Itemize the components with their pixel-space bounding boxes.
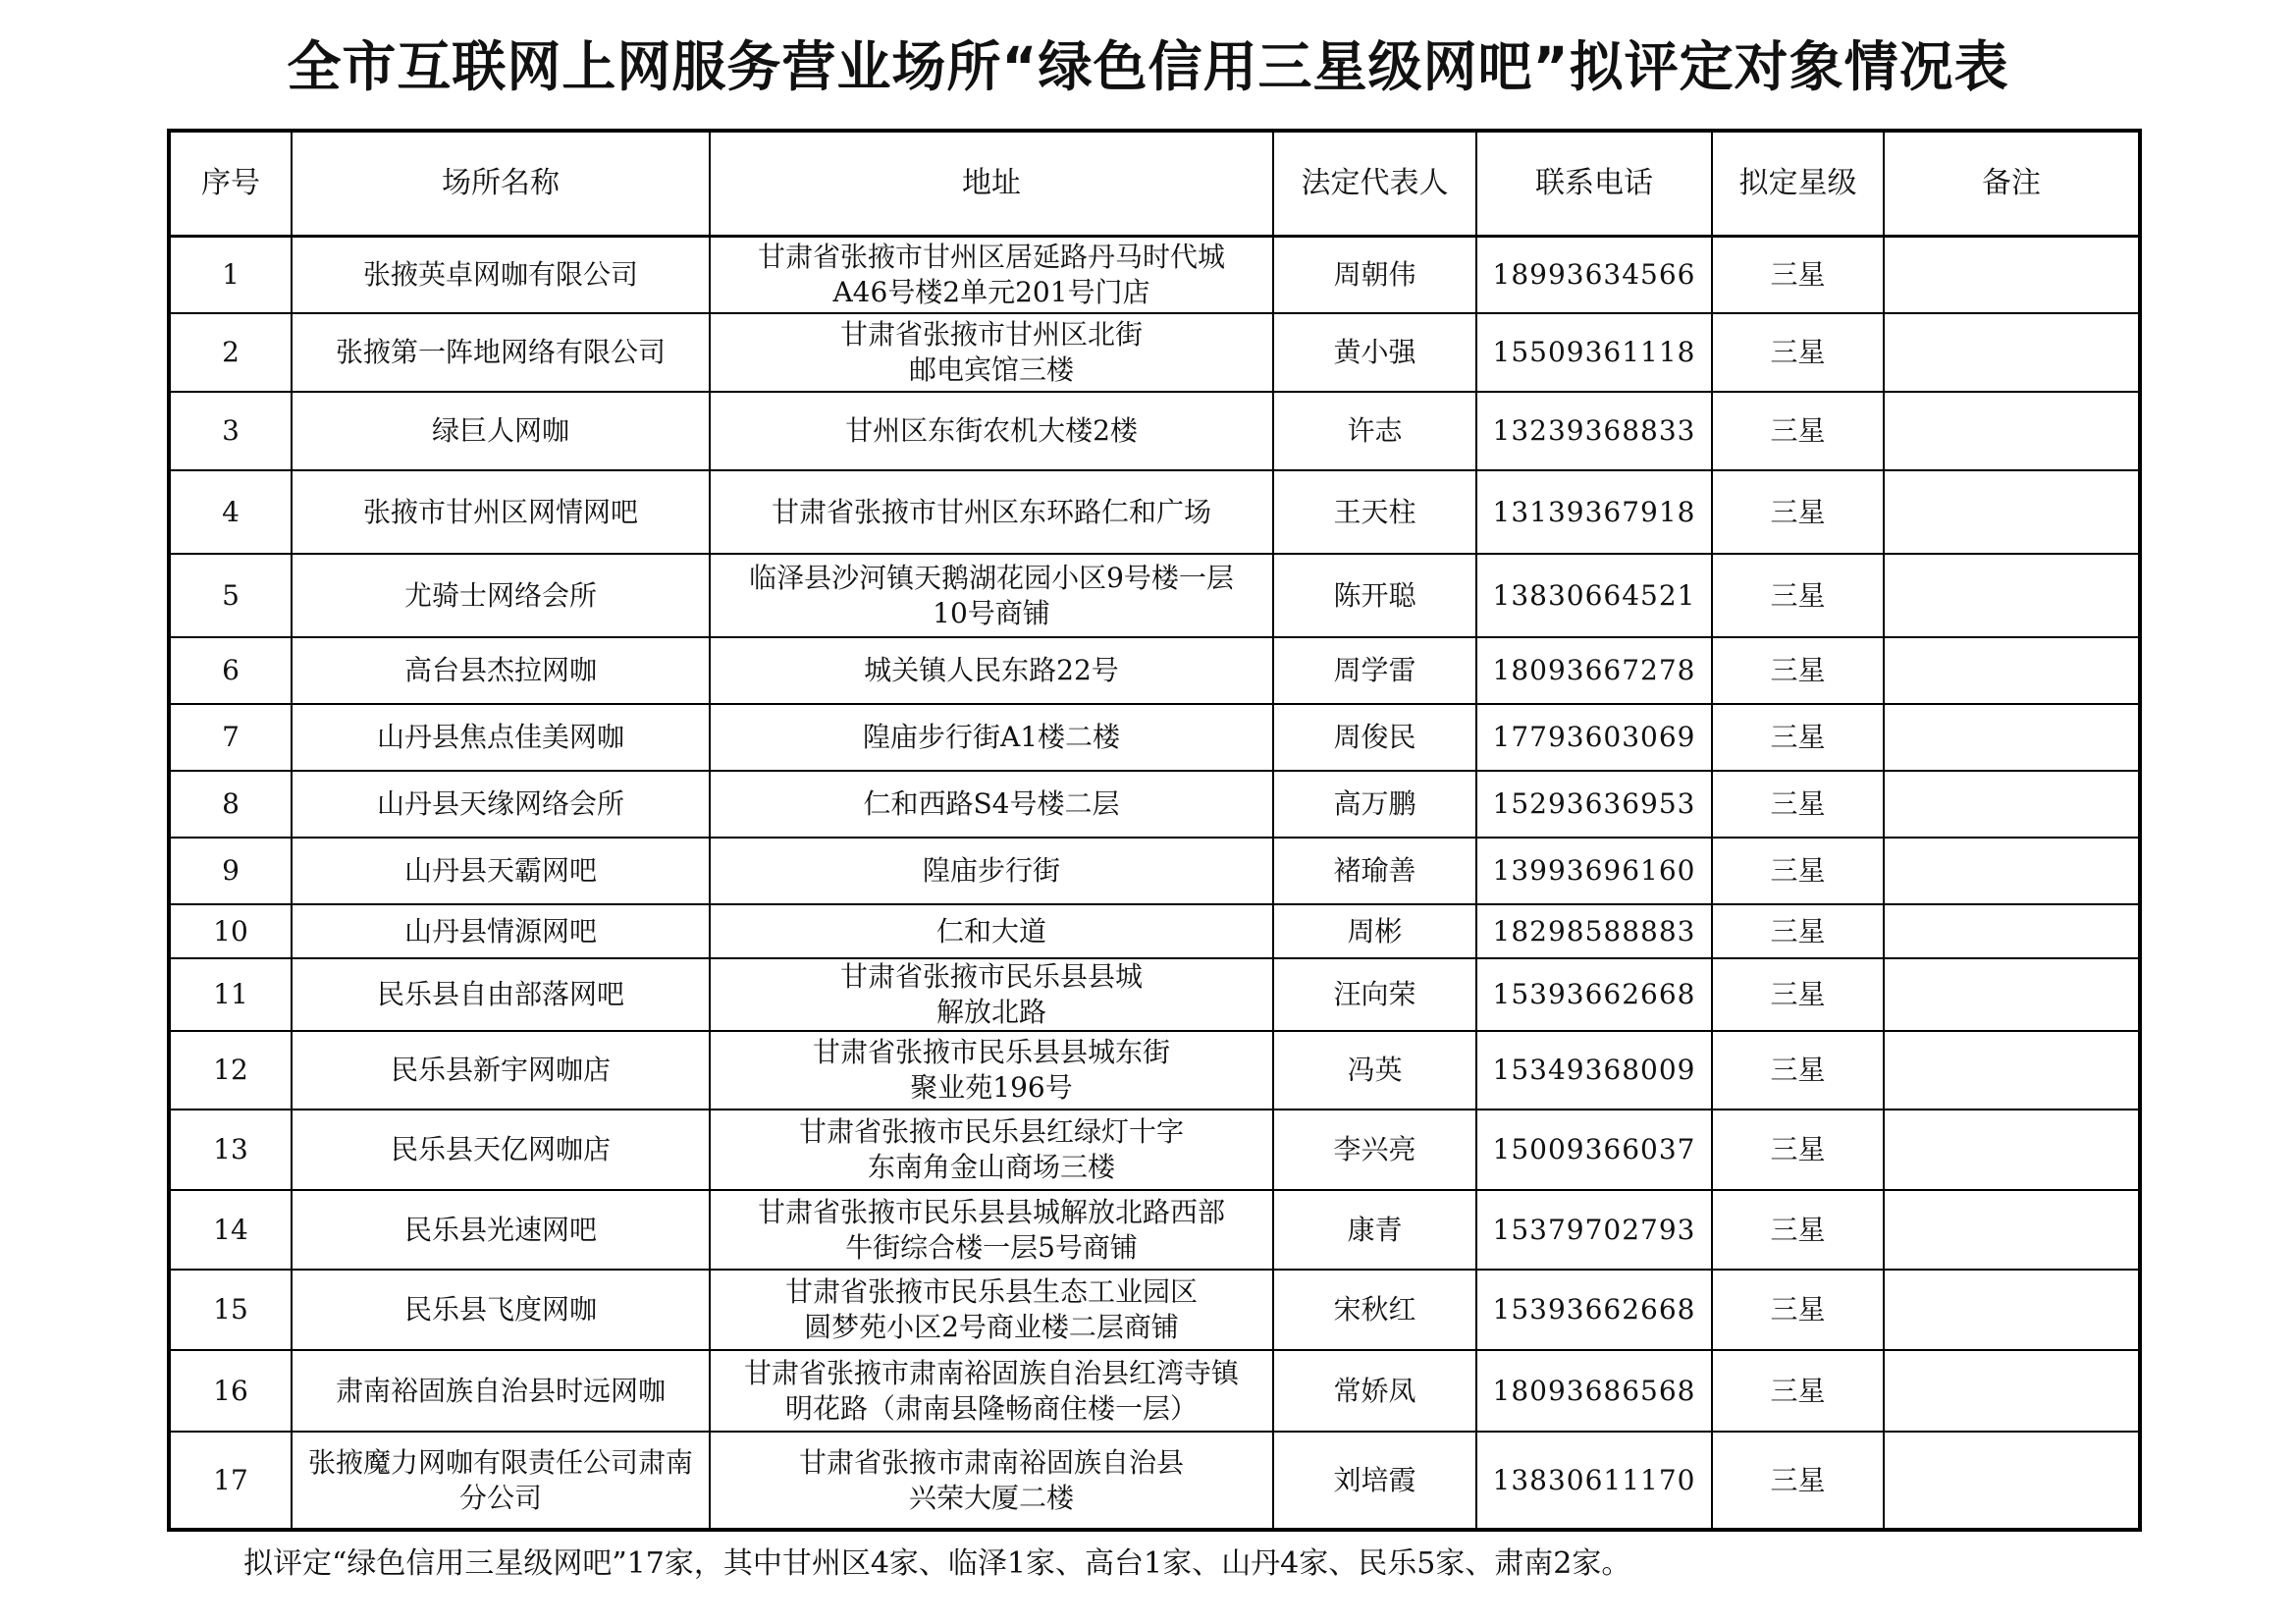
address-line: 牛街综合楼一层5号商铺 [845,1230,1138,1264]
cell-star: 三星 [1712,771,1884,838]
cell-legal-rep: 常娇凤 [1273,1350,1476,1432]
table-row [169,1031,2140,1110]
cell-address [710,1190,1273,1270]
cell-legal-rep: 汪向荣 [1273,958,1476,1031]
cell-star: 三星 [1712,392,1884,470]
cell-address [710,958,1273,1031]
cell-star: 三星 [1712,554,1884,637]
cell-remark [1884,1350,2140,1432]
table-row [169,838,2140,904]
cell-address [710,1031,1273,1110]
cell-name: 山丹县天缘网络会所 [292,771,710,838]
table-row [169,1190,2140,1270]
address-line: 明花路（肃南县隆畅商住楼一层） [784,1391,1198,1425]
cell-legal-rep: 王天柱 [1273,470,1476,554]
cell-phone: 13830664521 [1476,554,1712,637]
cell-address [710,704,1273,771]
column-header-remark: 备注 [1884,131,2140,236]
cell-star: 三星 [1712,1031,1884,1110]
cell-remark [1884,236,2140,313]
cell-legal-rep: 许志 [1273,392,1476,470]
cell-name: 张掖英卓网咖有限公司 [292,236,710,313]
cell-name: 山丹县情源网吧 [292,904,710,958]
cell-legal-rep: 周俊民 [1273,704,1476,771]
address-line: 甘肃省张掖市民乐县县城解放北路西部 [757,1195,1225,1228]
cell-phone: 13993696160 [1476,838,1712,904]
cell-legal-rep: 周彬 [1273,904,1476,958]
cell-name: 民乐县光速网吧 [292,1190,710,1270]
cell-no: 11 [169,958,292,1031]
cell-star: 三星 [1712,1350,1884,1432]
table-row [169,1110,2140,1190]
cell-name: 民乐县飞度网咖 [292,1270,710,1350]
address-line: 甘肃省张掖市民乐县县城东街 [812,1036,1170,1068]
cell-no: 13 [169,1110,292,1190]
address-line: 甘肃省张掖市民乐县县城 [839,960,1143,993]
cell-star: 三星 [1712,1110,1884,1190]
cell-phone: 15293636953 [1476,771,1712,838]
cell-phone: 15349368009 [1476,1031,1712,1110]
cell-remark [1884,637,2140,704]
address-line: 10号商铺 [933,596,1050,629]
address-line: 甘肃省张掖市民乐县生态工业园区 [784,1275,1198,1308]
table-row [169,554,2140,637]
cell-star: 三星 [1712,1190,1884,1270]
address-line: 圆梦苑小区2号商业楼二层商铺 [804,1311,1179,1343]
table-body [169,236,2140,1530]
cell-address [710,470,1273,554]
cell-remark [1884,554,2140,637]
cell-phone: 15393662668 [1476,1270,1712,1350]
cell-no: 6 [169,637,292,704]
table-row [169,1270,2140,1350]
cell-legal-rep: 褚瑜善 [1273,838,1476,904]
cell-star: 三星 [1712,637,1884,704]
cell-phone: 15393662668 [1476,958,1712,1031]
cell-remark [1884,704,2140,771]
address-line: 甘肃省张掖市肃南裕固族自治县红湾寺镇 [743,1356,1239,1389]
cell-name: 山丹县焦点佳美网咖 [292,704,710,771]
cell-phone: 18993634566 [1476,236,1712,313]
table-row [169,470,2140,554]
address-line: A46号楼2单元201号门店 [832,275,1150,308]
address-line: 隍庙步行街 [922,854,1060,887]
column-header-no: 序号 [169,131,292,236]
cell-legal-rep: 周学雷 [1273,637,1476,704]
cell-address [710,637,1273,704]
table-header-row [169,131,2140,236]
cell-address [710,554,1273,637]
address-line: 仁和西路S4号楼二层 [863,787,1120,820]
cell-address [710,1270,1273,1350]
cell-address [710,313,1273,392]
cell-star: 三星 [1712,313,1884,392]
cell-name: 民乐县新宇网咖店 [292,1031,710,1110]
cell-address [710,771,1273,838]
cell-phone: 18298588883 [1476,904,1712,958]
cell-star: 三星 [1712,958,1884,1031]
summary-note: 拟评定“绿色信用三星级网吧”17家，其中甘州区4家、临泽1家、高台1家、山丹4家、民乐5家、肃南2家。 [243,1546,1631,1581]
address-line: 邮电宾馆三楼 [908,353,1074,386]
cell-name: 民乐县天亿网咖店 [292,1110,710,1190]
cell-legal-rep: 康青 [1273,1190,1476,1270]
cell-legal-rep: 周朝伟 [1273,236,1476,313]
cell-no: 9 [169,838,292,904]
cell-phone: 15009366037 [1476,1110,1712,1190]
rating-table [167,129,2142,1532]
cell-legal-rep: 高万鹏 [1273,771,1476,838]
cell-name: 张掖市甘州区网情网吧 [292,470,710,554]
cell-legal-rep: 黄小强 [1273,313,1476,392]
cell-name: 绿巨人网咖 [292,392,710,470]
cell-phone: 18093686568 [1476,1350,1712,1432]
cell-no: 16 [169,1350,292,1432]
cell-phone: 13239368833 [1476,392,1712,470]
address-line: 东南角金山商场三楼 [867,1151,1115,1183]
address-line: 甘肃省张掖市民乐县红绿灯十字 [798,1115,1184,1148]
cell-remark [1884,1110,2140,1190]
address-line: 甘肃省张掖市肃南裕固族自治县 [798,1445,1184,1479]
column-header-address: 地址 [710,131,1273,236]
cell-no: 15 [169,1270,292,1350]
cell-star: 三星 [1712,1270,1884,1350]
cell-remark [1884,1031,2140,1110]
table-row [169,704,2140,771]
cell-legal-rep: 李兴亮 [1273,1110,1476,1190]
cell-name: 山丹县天霸网吧 [292,838,710,904]
cell-star: 三星 [1712,236,1884,313]
cell-star: 三星 [1712,838,1884,904]
address-line: 兴荣大厦二楼 [908,1481,1074,1514]
cell-no: 12 [169,1031,292,1110]
cell-no: 7 [169,704,292,771]
cell-remark [1884,313,2140,392]
column-header-phone: 联系电话 [1476,131,1712,236]
cell-no: 10 [169,904,292,958]
cell-star: 三星 [1712,1432,1884,1530]
cell-address [710,236,1273,313]
cell-phone: 18093667278 [1476,637,1712,704]
cell-remark [1884,392,2140,470]
cell-name: 民乐县自由部落网吧 [292,958,710,1031]
cell-no: 3 [169,392,292,470]
column-header-name: 场所名称 [292,131,710,236]
table-row [169,1350,2140,1432]
address-line: 甘州区东街农机大楼2楼 [845,414,1138,447]
cell-no: 2 [169,313,292,392]
cell-phone: 15379702793 [1476,1190,1712,1270]
address-line: 甘肃省张掖市甘州区居延路丹马时代城 [757,240,1225,273]
cell-name: 张掖魔力网咖有限责任公司肃南分公司 [292,1432,710,1530]
table-row [169,392,2140,470]
cell-address [710,1432,1273,1530]
table-row [169,1432,2140,1530]
cell-no: 4 [169,470,292,554]
cell-legal-rep: 刘培霞 [1273,1432,1476,1530]
cell-phone: 17793603069 [1476,704,1712,771]
cell-name: 高台县杰拉网咖 [292,637,710,704]
cell-remark [1884,1432,2140,1530]
address-line: 聚业苑196号 [910,1071,1073,1104]
table-row [169,958,2140,1031]
cell-phone: 15509361118 [1476,313,1712,392]
cell-no: 17 [169,1432,292,1530]
cell-legal-rep: 宋秋红 [1273,1270,1476,1350]
address-line: 隍庙步行街A1楼二楼 [862,721,1121,753]
cell-remark [1884,904,2140,958]
table-row [169,771,2140,838]
cell-star: 三星 [1712,704,1884,771]
cell-address [710,1110,1273,1190]
cell-remark [1884,470,2140,554]
cell-address [710,838,1273,904]
column-header-star: 拟定星级 [1712,131,1884,236]
cell-no: 1 [169,236,292,313]
column-header-legal-rep: 法定代表人 [1273,131,1476,236]
address-line: 解放北路 [935,996,1046,1028]
cell-star: 三星 [1712,470,1884,554]
table-row [169,236,2140,313]
table-row [169,904,2140,958]
table-row [169,313,2140,392]
page-title: 全市互联网上网服务营业场所“绿色信用三星级网吧”拟评定对象情况表 [287,35,2009,98]
address-line: 仁和大道 [935,914,1046,947]
table-row [169,637,2140,704]
cell-star: 三星 [1712,904,1884,958]
cell-no: 8 [169,771,292,838]
cell-legal-rep: 陈开聪 [1273,554,1476,637]
cell-phone: 13139367918 [1476,470,1712,554]
address-line: 甘肃省张掖市甘州区东环路仁和广场 [771,495,1211,528]
cell-no: 14 [169,1190,292,1270]
cell-address [710,1350,1273,1432]
address-line: 甘肃省张掖市甘州区北街 [839,318,1143,351]
cell-address [710,392,1273,470]
cell-remark [1884,771,2140,838]
cell-name: 张掖第一阵地网络有限公司 [292,313,710,392]
cell-name: 肃南裕固族自治县时远网咖 [292,1350,710,1432]
cell-address [710,904,1273,958]
cell-remark [1884,1190,2140,1270]
cell-legal-rep: 冯英 [1273,1031,1476,1110]
cell-name: 尤骑士网络会所 [292,554,710,637]
address-line: 临泽县沙河镇天鹅湖花园小区9号楼一层 [749,561,1234,594]
cell-remark [1884,1270,2140,1350]
cell-remark [1884,838,2140,904]
cell-remark [1884,958,2140,1031]
cell-phone: 13830611170 [1476,1432,1712,1530]
cell-no: 5 [169,554,292,637]
address-line: 城关镇人民东路22号 [864,654,1119,686]
